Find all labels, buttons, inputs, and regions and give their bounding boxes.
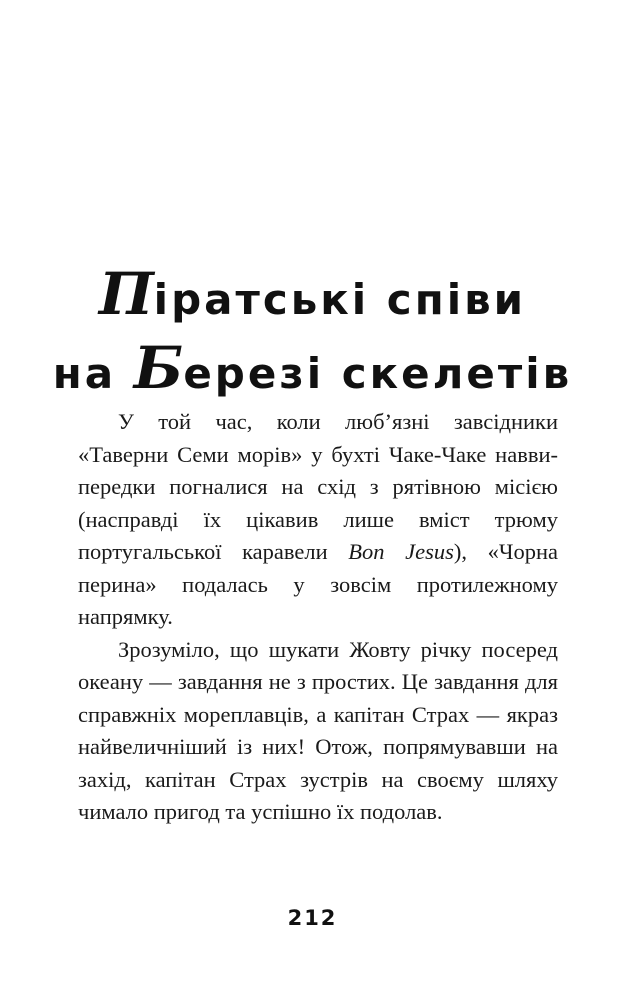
paragraph-text: ), «Чорна перина» подалась у зовсім протилежному напрямку.: [78, 539, 558, 629]
chapter-title-line-1: [0, 260, 625, 334]
title-text: ерезі скелетів: [183, 349, 573, 399]
ship-name: Bon Jesus: [348, 539, 454, 564]
title-text: іратські співи: [153, 275, 527, 325]
page-number: 212: [287, 906, 338, 930]
drop-cap: Б: [133, 334, 184, 403]
paragraph-text: У той час, коли люб’язні завсідники «Таверни Семи морів» у бухті Чаке-Чаке наввипередки погналися на схід з рятівною місією (насправді їх цікавив лише вміст трюму португальської каравели: [78, 409, 558, 564]
chapter-title-line-2: [0, 334, 625, 408]
paragraph: [78, 406, 558, 634]
paragraph: Зрозуміло, що шукати Жовту річку посеред океану — завдання не з простих. Це завдання для справжніх мореплавців, а капітан Страх — якраз найвеличніший із них! Отож, попрямувавши на захід, капітан Страх зустрів на своєму шляху чимало пригод та успішно їх подолав.: [78, 636, 558, 824]
body-text: [78, 406, 558, 829]
title-text: на: [52, 349, 134, 399]
drop-cap: П: [98, 260, 154, 329]
chapter-title: [0, 260, 625, 408]
